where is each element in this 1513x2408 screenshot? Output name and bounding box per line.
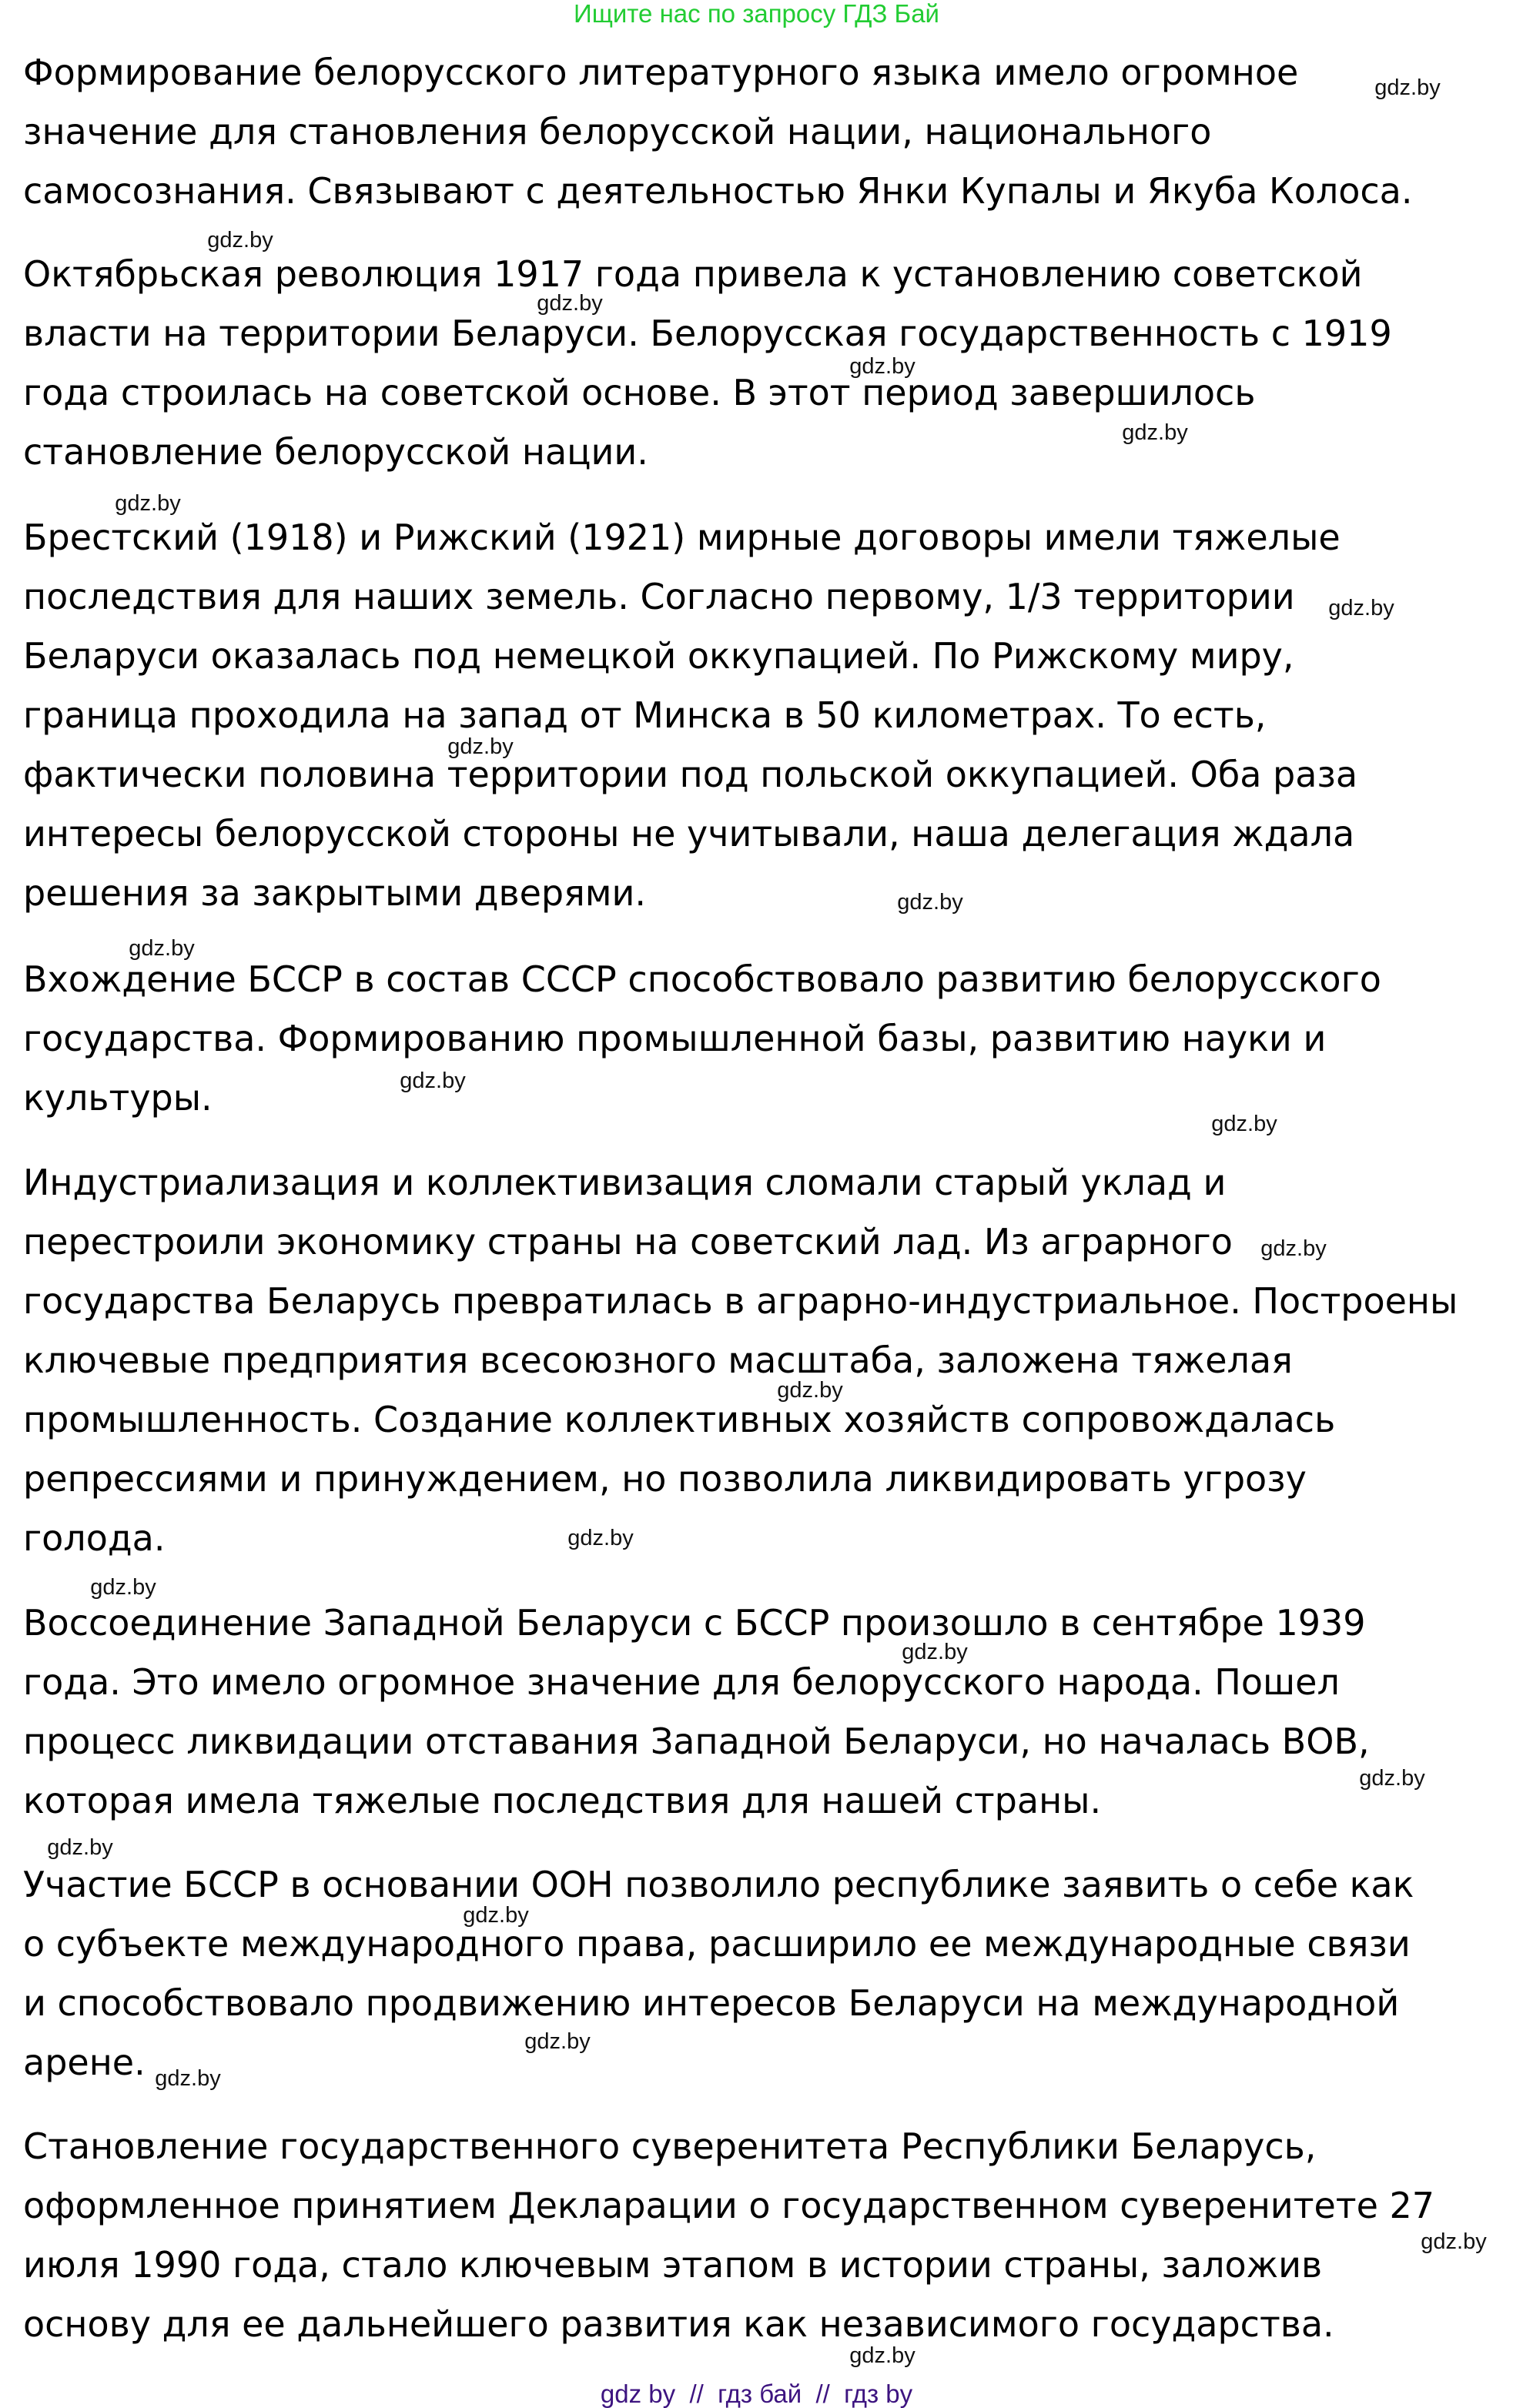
text-line: значение для становления белорусской нации, национального: [23, 111, 1212, 152]
watermark: gdz.by: [849, 354, 915, 379]
text-line: и способствовало продвижению интересов Беларуси на международной: [23, 1982, 1400, 2024]
text-line: перестроили экономику страны на советский лад. Из аграрного: [23, 1221, 1233, 1263]
watermark: gdz.by: [1359, 1766, 1425, 1791]
watermark: gdz.by: [567, 1526, 634, 1550]
watermark: gdz.by: [1122, 420, 1188, 445]
text-line: промышленность. Создание коллективных хозяйств сопровождалась: [23, 1399, 1336, 1440]
watermark: gdz.by: [524, 2029, 591, 2054]
watermark: gdz.by: [1211, 1112, 1277, 1136]
text-line: ключевые предприятия всесоюзного масштаба, заложена тяжелая: [23, 1339, 1293, 1381]
watermark: gdz.by: [47, 1835, 113, 1860]
paragraph-bssr-in-ussr: [23, 950, 1381, 1128]
text-line: решения за закрытыми дверями.: [23, 872, 647, 914]
text-line: власти на территории Беларуси. Белорусская государственность с 1919: [23, 313, 1392, 354]
text-line: последствия для наших земель. Согласно первому, 1/3 территории: [23, 576, 1295, 617]
text-line: Воссоединение Западной Беларуси с БССР произошло в сентябре 1939: [23, 1602, 1366, 1644]
watermark: gdz.by: [463, 1903, 529, 1928]
text-line: голода.: [23, 1517, 166, 1559]
watermark: gdz.by: [1374, 75, 1441, 100]
watermark: gdz.by: [897, 890, 963, 915]
text-line: оформленное принятием Декларации о государственном суверенитете 27: [23, 2185, 1435, 2226]
watermark: gdz.by: [537, 291, 603, 316]
watermark: gdz.by: [1328, 596, 1394, 620]
text-line: года. Это имело огромное значение для белорусского народа. Пошел: [23, 1661, 1340, 1703]
text-line: процесс ликвидации отставания Западной Беларуси, но началась ВОВ,: [23, 1721, 1370, 1762]
paragraph-literary-language: [23, 43, 1413, 221]
paragraph-industrialization: [23, 1153, 1458, 1568]
watermark: gdz.by: [155, 2066, 221, 2091]
text-line: арене.: [23, 2042, 146, 2083]
text-line: июля 1990 года, стало ключевым этапом в истории страны, заложив: [23, 2244, 1323, 2286]
text-line: репрессиями и принуждением, но позволила ликвидировать угрозу: [23, 1458, 1307, 1500]
text-line: интересы белорусской стороны не учитывали, наша делегация ждала: [23, 813, 1355, 855]
paragraph-peace-treaties: [23, 508, 1357, 923]
text-line: государства Беларусь превратилась в аграрно-индустриальное. Построены: [23, 1280, 1458, 1322]
watermark: gdz.by: [115, 491, 181, 516]
text-line: Формирование белорусского литературного языка имело огромное: [23, 52, 1299, 93]
text-line: Участие БССР в основании ООН позволило республике заявить о себе как: [23, 1864, 1414, 1905]
watermark: gdz.by: [1421, 2229, 1487, 2254]
text-line: граница проходила на запад от Минска в 50 километрах. То есть,: [23, 694, 1267, 736]
watermark: gdz.by: [400, 1069, 466, 1093]
watermark: gdz.by: [207, 228, 273, 253]
watermark: gdz.by: [1260, 1236, 1327, 1261]
text-line: Октябрьская революция 1917 года привела к установлению советской: [23, 253, 1363, 295]
paragraph-october-revolution: [23, 245, 1392, 482]
text-line: Индустриализация и коллективизация сломали старый уклад и: [23, 1162, 1227, 1203]
text-line: Брестский (1918) и Рижский (1921) мирные договоры имели тяжелые: [23, 517, 1341, 558]
text-line: фактически половина территории под польской оккупацией. Оба раза: [23, 754, 1358, 795]
text-line: которая имела тяжелые последствия для нашей страны.: [23, 1780, 1102, 1821]
text-line: самосознания. Связывают с деятельностью Янки Купалы и Якуба Колоса.: [23, 170, 1413, 212]
paragraph-reunification: [23, 1594, 1370, 1831]
text-line: культуры.: [23, 1077, 213, 1119]
watermark: gdz.by: [129, 936, 195, 961]
text-line: года строилась на советской основе. В этот период завершилось: [23, 372, 1256, 413]
watermark: gdz.by: [849, 2343, 915, 2368]
paragraph-un-participation: [23, 1855, 1414, 2092]
watermark: gdz.by: [90, 1575, 156, 1600]
text-line: Вхождение БССР в состав СССР способствовало развитию белорусского: [23, 958, 1381, 1000]
text-line: основу для ее дальнейшего развития как независимого государства.: [23, 2303, 1334, 2345]
text-line: государства. Формированию промышленной базы, развитию науки и: [23, 1018, 1327, 1059]
watermark: gdz.by: [447, 734, 514, 759]
search-hint-banner: Ищите нас по запросу ГДЗ Бай: [574, 0, 939, 28]
text-line: Становление государственного суверенитета Республики Беларусь,: [23, 2125, 1317, 2167]
text-line: становление белорусской нации.: [23, 431, 648, 473]
paragraph-sovereignty: [23, 2117, 1434, 2354]
footer-site-links: gdz by // гдз бай // гдз by: [600, 2380, 913, 2408]
text-line: Беларуси оказалась под немецкой оккупацией. По Рижскому миру,: [23, 635, 1294, 677]
watermark: gdz.by: [902, 1640, 968, 1664]
text-line: о субъекте международного права, расширило ее международные связи: [23, 1923, 1411, 1965]
watermark: gdz.by: [777, 1378, 843, 1403]
